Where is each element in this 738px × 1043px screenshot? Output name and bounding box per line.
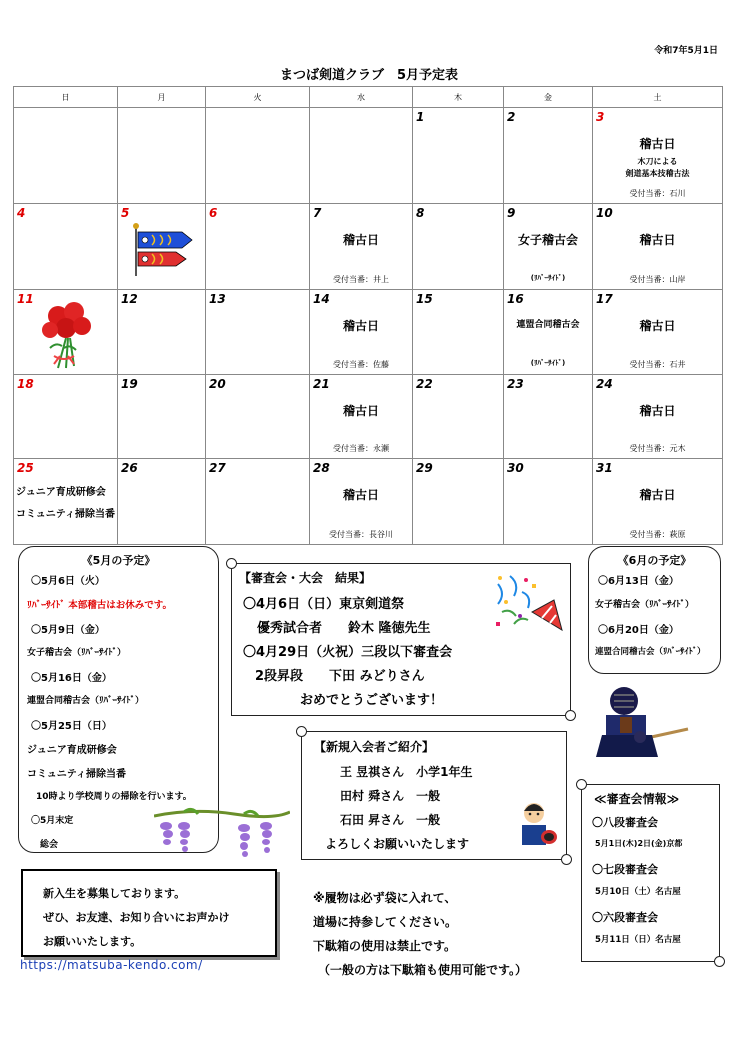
- footwear-note: （一般の方は下駄箱も使用可能です。）: [318, 963, 528, 977]
- day-number: 12: [121, 292, 138, 306]
- plan-line: ﾘﾊﾞｰｻｲﾄﾞ 本部稽古はお休みです。: [27, 600, 173, 611]
- koinobori-icon: [132, 222, 196, 278]
- member-line: 王 昱祺さん 小学1年生: [340, 765, 473, 779]
- footwear-note: 道場に持参してください。: [313, 915, 458, 929]
- recruit-line: 新入生を募集しております。: [43, 887, 186, 900]
- page-title: まつば剣道クラブ 5月予定表: [279, 68, 459, 83]
- event-detail: 木刀による 剣道基本技稽古法: [625, 157, 690, 178]
- day-cell-17: [593, 290, 723, 375]
- day-number: 30: [507, 461, 524, 475]
- website-link[interactable]: https://matsuba-kendo.com/: [20, 958, 203, 972]
- day-number: 2: [507, 110, 516, 124]
- day-cell-1: [413, 108, 504, 204]
- event-label: 稽古日: [342, 233, 379, 247]
- result-line: 〇4月6日（日）東京剣道祭: [243, 597, 405, 612]
- plan-line: 〇5月9日（金）: [31, 625, 105, 636]
- footwear-note: ※履物は必ず袋に入れて、: [313, 891, 457, 905]
- weekday-thu: 木: [413, 87, 504, 108]
- day-cell-13: [206, 290, 310, 375]
- party-popper-icon: [492, 572, 568, 638]
- day-cell-29: [413, 459, 504, 545]
- day-cell-25: [14, 459, 118, 545]
- recruit-line: ぜひ、お友達、お知り合いにお声かけ: [43, 911, 230, 924]
- day-number: 17: [596, 292, 613, 306]
- day-cell-28: [310, 459, 413, 545]
- event-label: 稽古日: [639, 319, 676, 333]
- may-plan-title: 《5月の予定》: [81, 554, 156, 567]
- event-label: ジュニア育成研修会: [16, 487, 106, 498]
- day-cell-10: [593, 204, 723, 290]
- event-label: 稽古日: [342, 319, 379, 333]
- weekday-tue: 火: [206, 87, 310, 108]
- day-cell-4: [14, 204, 118, 290]
- reception-duty: 受付当番：山岸: [629, 275, 686, 284]
- day-cell-14: [310, 290, 413, 375]
- june-plan-title: 《6月の予定》: [617, 554, 692, 567]
- recruit-line: お願いいたします。: [43, 935, 142, 948]
- new-members-title: 【新規入会者ご紹介】: [314, 740, 435, 754]
- week-row: [14, 108, 723, 204]
- exam-line: 〇六段審査会: [592, 911, 658, 924]
- results-title: 【審査会・大会 結果】: [239, 571, 372, 585]
- reception-duty: 受付当番：萩原: [629, 530, 686, 539]
- day-number: 29: [416, 461, 433, 475]
- day-number: 14: [313, 292, 330, 306]
- day-cell-30: [504, 459, 593, 545]
- day-cell-8: [413, 204, 504, 290]
- member-line: よろしくお願いいたします: [325, 837, 470, 851]
- day-cell-6: [206, 204, 310, 290]
- wisteria-icon: [154, 806, 290, 864]
- day-cell-23: [504, 375, 593, 459]
- day-number: 11: [17, 292, 34, 306]
- reception-duty: 受付当番：石川: [629, 189, 686, 198]
- day-cell-18: [14, 375, 118, 459]
- reception-duty: 受付当番：元木: [629, 444, 686, 453]
- plan-line: 〇6月20日（金）: [598, 625, 679, 636]
- plan-line: 女子稽古会（ﾘﾊﾞｰｻｲﾄﾞ）: [595, 600, 695, 610]
- result-line: おめでとうございます！: [300, 693, 444, 708]
- exam-line: 5月10日（土）名古屋: [595, 887, 681, 897]
- reception-duty: 受付当番：永瀬: [333, 444, 389, 453]
- event-label: 女子稽古会: [517, 233, 578, 247]
- exam-line: 〇七段審査会: [592, 863, 658, 876]
- day-number: 20: [209, 377, 226, 391]
- plan-line: 連盟合同稽古会（ﾘﾊﾞｰｻｲﾄﾞ）: [595, 647, 706, 657]
- exam-line: 〇八段審査会: [592, 816, 658, 829]
- day-number: 3: [596, 110, 605, 124]
- event-label: コミュニティ掃除当番: [16, 509, 115, 520]
- day-number: 5: [121, 206, 130, 220]
- plan-line: 〇6月13日（金）: [598, 576, 679, 587]
- day-number: 18: [17, 377, 34, 391]
- event-label: 稽古日: [639, 488, 676, 502]
- day-number: 16: [507, 292, 524, 306]
- reception-duty: 受付当番：石井: [629, 360, 686, 369]
- reception-duty: 受付当番：佐藤: [333, 360, 389, 369]
- day-number: 19: [121, 377, 138, 391]
- day-number: 4: [17, 206, 26, 220]
- week-row: [14, 204, 723, 290]
- day-cell-empty: [206, 108, 310, 204]
- plan-line: ジュニア育成研修会: [27, 745, 117, 756]
- reception-duty: 受付当番：井上: [333, 275, 389, 284]
- day-number: 31: [596, 461, 613, 475]
- day-cell-empty: [310, 108, 413, 204]
- day-cell-empty: [118, 108, 206, 204]
- weekday-header-row: [14, 87, 723, 108]
- day-number: 26: [121, 461, 138, 475]
- exam-info-title: ≪審査会情報≫: [594, 792, 680, 806]
- plan-line: 10時より学校周りの掃除を行います。: [36, 792, 192, 802]
- day-cell-16: [504, 290, 593, 375]
- day-cell-empty: [14, 108, 118, 204]
- reception-duty: 受付当番：長谷川: [329, 530, 393, 539]
- week-row: [14, 375, 723, 459]
- child-with-bogu-icon: [517, 799, 559, 847]
- weekday-sun: 日: [14, 87, 118, 108]
- day-number: 15: [416, 292, 433, 306]
- member-line: 田村 舜さん 一般: [340, 789, 441, 803]
- day-number: 28: [313, 461, 330, 475]
- event-label: 稽古日: [342, 488, 379, 502]
- calendar-table: [13, 86, 723, 545]
- day-cell-20: [206, 375, 310, 459]
- plan-line: 女子稽古会（ﾘﾊﾞｰｻｲﾄﾞ）: [27, 648, 127, 658]
- exam-line: 5月1日(木)2日(金)京都: [595, 839, 683, 848]
- event-label: 連盟合同稽古会: [516, 320, 580, 330]
- event-place: (ﾘﾊﾞｰｻｲﾄﾞ): [530, 274, 566, 282]
- day-number: 23: [507, 377, 524, 391]
- day-cell-3: [593, 108, 723, 204]
- day-cell-31: [593, 459, 723, 545]
- day-cell-5: [118, 204, 206, 290]
- day-number: 9: [507, 206, 516, 220]
- result-line: 〇4月29日（火祝）三段以下審査会: [243, 645, 453, 660]
- footwear-note: 下駄箱の使用は禁止です。: [313, 939, 457, 953]
- day-number: 27: [209, 461, 226, 475]
- weekday-fri: 金: [504, 87, 593, 108]
- plan-line: 総会: [40, 840, 59, 850]
- event-label: 稽古日: [639, 404, 676, 418]
- day-cell-26: [118, 459, 206, 545]
- day-cell-27: [206, 459, 310, 545]
- day-number: 8: [416, 206, 425, 220]
- plan-line: 〇5月末定: [31, 816, 74, 826]
- plan-line: 〇5月6日（火）: [31, 576, 105, 587]
- day-cell-2: [504, 108, 593, 204]
- carnation-bouquet-icon: [36, 298, 100, 370]
- day-cell-11: [14, 290, 118, 375]
- day-number: 6: [209, 206, 218, 220]
- day-number: 7: [313, 206, 322, 220]
- day-cell-22: [413, 375, 504, 459]
- plan-line: 〇5月16日（金）: [31, 673, 112, 684]
- weekday-sat: 土: [593, 87, 723, 108]
- week-row: [14, 290, 723, 375]
- day-cell-12: [118, 290, 206, 375]
- day-number: 1: [416, 110, 425, 124]
- day-number: 13: [209, 292, 226, 306]
- day-cell-9: [504, 204, 593, 290]
- day-cell-15: [413, 290, 504, 375]
- kendo-armor-icon: [594, 685, 690, 761]
- issue-date: 令和7年5月1日: [654, 46, 718, 56]
- member-line: 石田 昇さん 一般: [340, 813, 441, 827]
- result-line: 2段昇段 下田 みどりさん: [255, 669, 425, 684]
- result-line: 優秀試合者 鈴木 隆徳先生: [257, 621, 431, 636]
- event-label: 稽古日: [342, 404, 379, 418]
- day-number: 24: [596, 377, 613, 391]
- day-cell-19: [118, 375, 206, 459]
- plan-line: 〇5月25日（日）: [31, 721, 112, 732]
- exam-line: 5月11日（日）名古屋: [595, 935, 681, 945]
- day-number: 10: [596, 206, 613, 220]
- day-number: 21: [313, 377, 330, 391]
- day-number: 22: [416, 377, 433, 391]
- day-cell-24: [593, 375, 723, 459]
- day-cell-21: [310, 375, 413, 459]
- weekday-wed: 水: [310, 87, 413, 108]
- event-label: 稽古日: [639, 233, 676, 247]
- plan-line: 連盟合同稽古会（ﾘﾊﾞｰｻｲﾄﾞ）: [27, 696, 145, 706]
- week-row: [14, 459, 723, 545]
- weekday-mon: 月: [118, 87, 206, 108]
- day-number: 25: [17, 461, 34, 475]
- plan-line: コミュニティ掃除当番: [27, 769, 126, 780]
- event-label: 稽古日: [639, 137, 676, 151]
- recruitment-box: [21, 869, 277, 957]
- day-cell-7: [310, 204, 413, 290]
- event-place: (ﾘﾊﾞｰｻｲﾄﾞ): [530, 359, 566, 367]
